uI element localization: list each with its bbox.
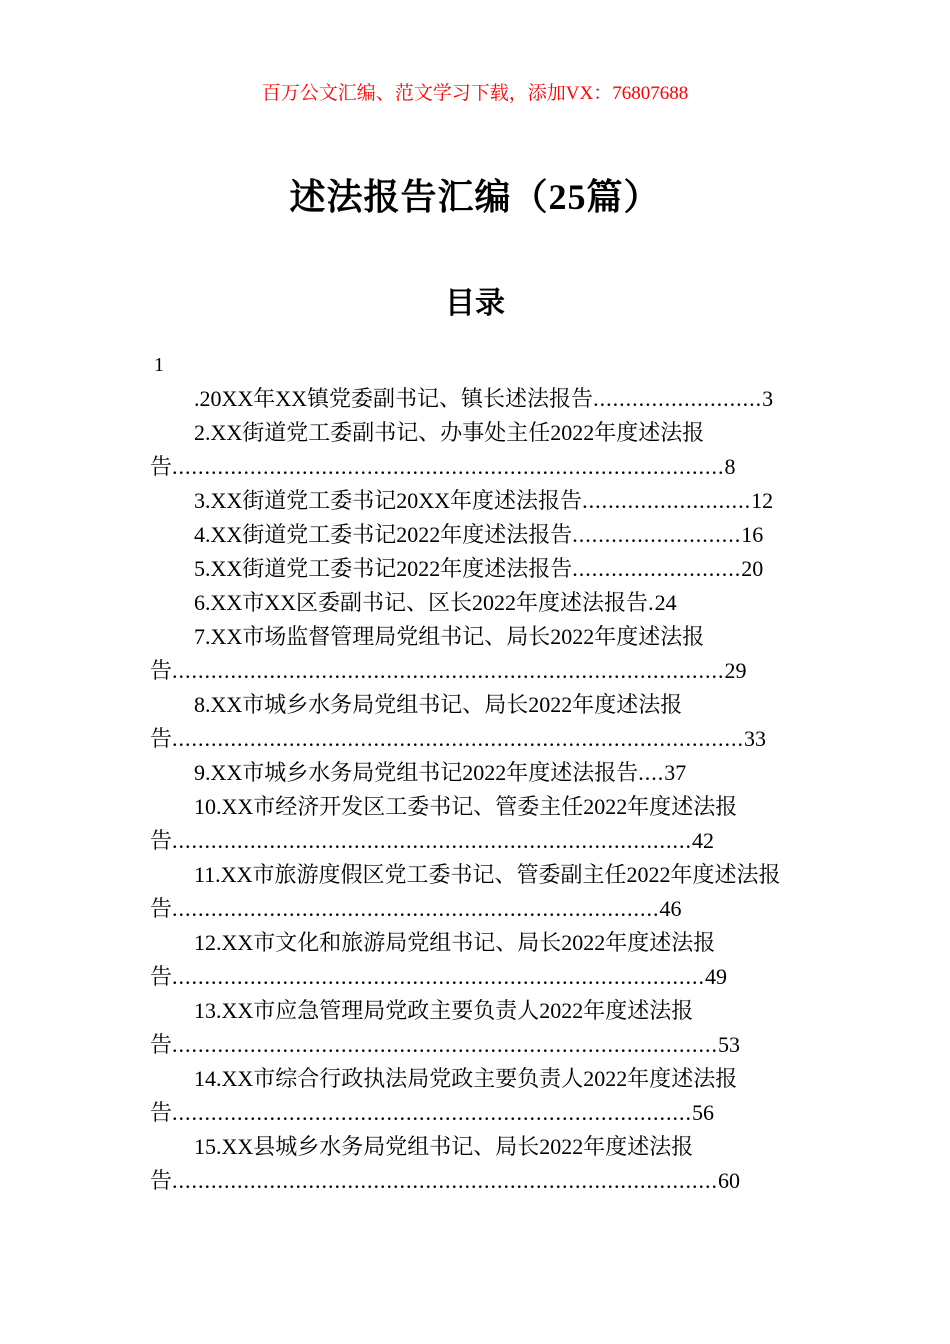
toc-entry-label: 11.XX市旅游度假区党工委书记、管委副主任2022年度述法报告 bbox=[150, 861, 781, 921]
document-title: 述法报告汇编（25篇） bbox=[289, 176, 661, 217]
toc-entry-label: 14.XX市综合行政执法局党政主要负责人2022年度述法报告 bbox=[150, 1065, 738, 1125]
toc-entry-label: 15.XX县城乡水务局党组书记、局长2022年度述法报告 bbox=[150, 1133, 694, 1193]
toc-entry bbox=[150, 790, 800, 858]
toc-entry-page-number: 12 bbox=[751, 487, 774, 513]
toc-entry-leader: ................................................................................ bbox=[172, 827, 693, 853]
toc-entry-leader: .......................... bbox=[582, 487, 752, 513]
toc-heading: 目录 bbox=[445, 286, 505, 320]
toc-entry bbox=[150, 926, 800, 994]
toc-entry bbox=[150, 416, 800, 484]
toc-entry-leader: ........................................................................................ bbox=[172, 725, 745, 751]
toc-entry-page-number: 42 bbox=[692, 827, 715, 853]
toc-entry-page-number: 33 bbox=[744, 725, 767, 751]
toc-entry-leader: .................................................................................... bbox=[172, 1031, 719, 1057]
toc-entry-leader: .................................................................................. bbox=[172, 963, 706, 989]
toc-entry-leader: .......................... bbox=[593, 385, 763, 411]
toc-entry-page-number: 24 bbox=[654, 589, 677, 615]
toc-entry-page-number: 37 bbox=[664, 759, 687, 785]
toc-entry-label: 12.XX市文化和旅游局党组书记、局长2022年度述法报告 bbox=[150, 929, 716, 989]
toc-entry-leader: .......................... bbox=[572, 521, 742, 547]
toc-entry-page-number: 56 bbox=[692, 1099, 715, 1125]
toc-entry-page-number: 29 bbox=[724, 657, 747, 683]
toc-entry-label: 6.XX市XX区委副书记、区长2022年度述法报告 bbox=[194, 589, 649, 615]
toc-entry-page-number: 49 bbox=[705, 963, 728, 989]
toc-entry-label: 7.XX市场监督管理局党组书记、局长2022年度述法报告 bbox=[150, 623, 705, 683]
toc-entry bbox=[150, 1130, 800, 1198]
toc-entry-page-number: 60 bbox=[718, 1167, 741, 1193]
toc-entry bbox=[150, 552, 800, 586]
toc-entry-label: 2.XX街道党工委副书记、办事处主任2022年度述法报告 bbox=[150, 419, 705, 479]
toc-entry-label: 8.XX市城乡水务局党组书记、局长2022年度述法报告 bbox=[150, 691, 683, 751]
toc-entry-leader: .......................... bbox=[572, 555, 742, 581]
toc-entry-leader: .... bbox=[638, 759, 665, 785]
toc-entry bbox=[150, 994, 800, 1062]
toc-entry-label: 9.XX市城乡水务局党组书记2022年度述法报告 bbox=[194, 759, 639, 785]
toc-entry-page-number: 16 bbox=[741, 521, 764, 547]
toc-section bbox=[0, 350, 950, 1198]
toc-entry bbox=[150, 1062, 800, 1130]
toc-entry bbox=[150, 586, 800, 620]
toc-entry-page-number: 3 bbox=[762, 385, 774, 411]
toc-entry-label: .20XX年XX镇党委副书记、镇长述法报告 bbox=[194, 385, 594, 411]
download-notice: 百万公文汇编、范文学习下载，添加VX：76807688 bbox=[261, 83, 689, 104]
toc-entry-leader: ................................................................................ bbox=[172, 1099, 693, 1125]
toc-entry bbox=[150, 484, 800, 518]
toc-entry bbox=[150, 518, 800, 552]
toc-entry-leader: . bbox=[648, 589, 655, 615]
toc-entry-leader: .................................................................................... bbox=[172, 1167, 719, 1193]
toc-entry-leader: ..................................................................................... bbox=[172, 657, 725, 683]
toc-entry-label: 3.XX街道党工委书记20XX年度述法报告 bbox=[194, 487, 583, 513]
toc-entry-page-number: 53 bbox=[718, 1031, 741, 1057]
toc-entry-leader: ..................................................................................... bbox=[172, 453, 725, 479]
toc-entry-leader: ........................................................................... bbox=[172, 895, 660, 921]
toc-entry bbox=[150, 620, 800, 688]
toc-entry-label: 13.XX市应急管理局党政主要负责人2022年度述法报告 bbox=[150, 997, 694, 1057]
toc-entry bbox=[150, 756, 800, 790]
toc-stray-number: 1 bbox=[154, 353, 164, 376]
toc-entry bbox=[150, 382, 800, 416]
toc-entry-page-number: 46 bbox=[659, 895, 682, 921]
toc-entry-page-number: 20 bbox=[741, 555, 764, 581]
toc-entry-page-number: 8 bbox=[724, 453, 736, 479]
toc-entry bbox=[150, 688, 800, 756]
toc-entry-label: 10.XX市经济开发区工委书记、管委主任2022年度述法报告 bbox=[150, 793, 738, 853]
toc-entry bbox=[150, 858, 800, 926]
toc-entry-label: 4.XX街道党工委书记2022年度述法报告 bbox=[194, 521, 573, 547]
toc-list bbox=[150, 382, 800, 1198]
toc-entry-label: 5.XX街道党工委书记2022年度述法报告 bbox=[194, 555, 573, 581]
